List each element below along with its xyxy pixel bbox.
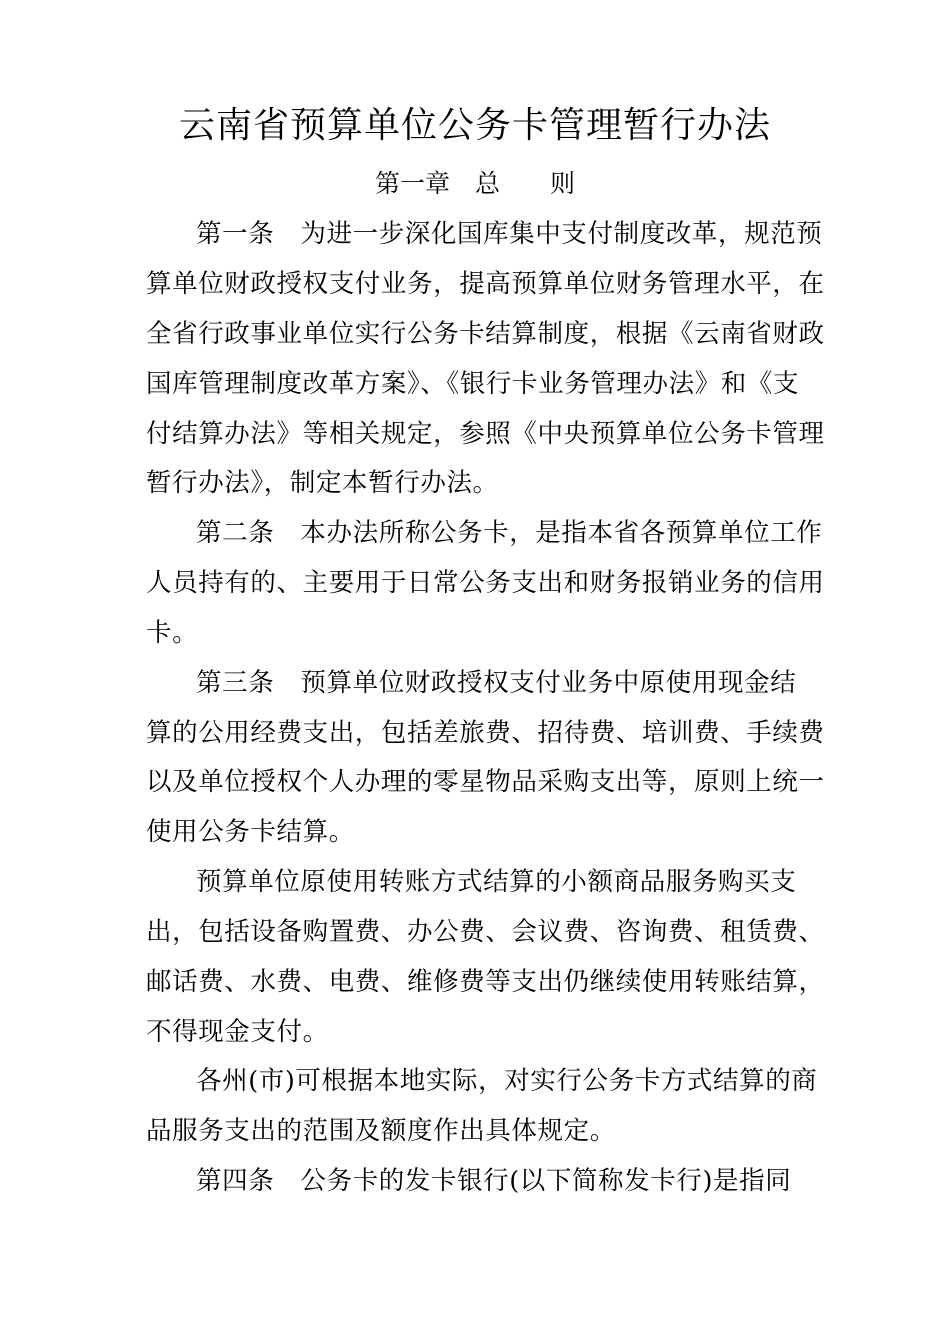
text-line: 人员持有的、主要用于日常公务支出和财务报销业务的信用 — [146, 568, 825, 598]
chapter-heading: 第一章 总 则 — [374, 169, 575, 198]
text-line: 全省行政事业单位实行公务卡结算制度，根据《云南省财政 — [146, 319, 825, 349]
text-line: 邮话费、水费、电费、维修费等支出仍继续使用转账结算， — [146, 967, 825, 997]
text-line: 不得现金支付。 — [146, 1017, 329, 1047]
text-line: 国库管理制度改革方案》、《银行卡业务管理办法》和《支 — [146, 369, 800, 399]
text-line: 第一条 为进一步深化国库集中支付制度改革，规范预 — [196, 219, 823, 249]
text-line: 付结算办法》等相关规定，参照《中央预算单位公务卡管理 — [146, 419, 825, 449]
text-line: 算的公用经费支出，包括差旅费、招待费、培训费、手续费 — [146, 718, 825, 748]
text-line: 第四条 公务卡的发卡银行(以下简称发卡行)是指同 — [196, 1166, 792, 1196]
text-line: 各州(市)可根据本地实际，对实行公务卡方式结算的商 — [196, 1066, 818, 1096]
text-line: 算单位财政授权支付业务，提高预算单位财务管理水平，在 — [146, 269, 825, 299]
text-line: 卡。 — [146, 618, 199, 648]
text-line: 以及单位授权个人办理的零星物品采购支出等，原则上统一 — [146, 767, 825, 797]
text-line: 预算单位原使用转账方式结算的小额商品服务购买支 — [196, 867, 797, 897]
text-line: 使用公务卡结算。 — [146, 817, 355, 847]
text-line: 第二条 本办法所称公务卡，是指本省各预算单位工作 — [196, 518, 823, 548]
text-line: 第三条 预算单位财政授权支付业务中原使用现金结 — [196, 668, 797, 698]
document-title: 云南省预算单位公务卡管理暂行办法 — [178, 105, 771, 146]
text-line: 暂行办法》，制定本暂行办法。 — [146, 468, 499, 498]
text-line: 出，包括设备购置费、办公费、会议费、咨询费、租赁费、 — [146, 917, 825, 947]
text-line: 品服务支出的范围及额度作出具体规定。 — [146, 1116, 616, 1146]
